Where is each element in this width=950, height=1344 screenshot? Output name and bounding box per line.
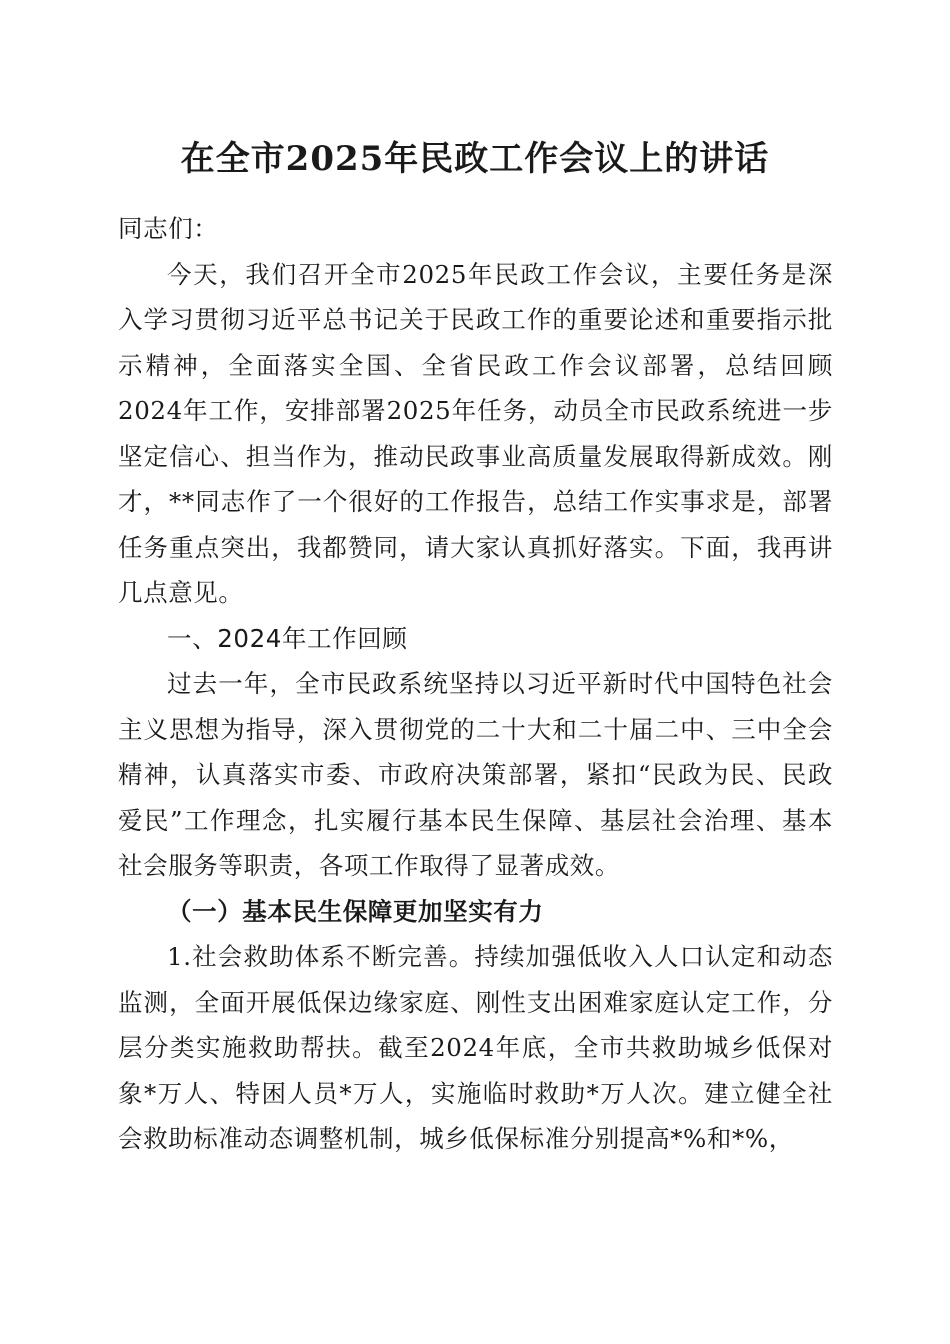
section-heading-1: 一、2024年工作回顾 bbox=[167, 623, 408, 653]
intro-paragraph: 今天，我们召开全市2025年民政工作会议，主要任务是深入学习贯彻习近平总书记关于民政工作的重要论述和重要指示批示精神，全面落实全国、全省民政工作会议部署，总结回顾2024年工作，安排部署2025年任务，动员全市民政系统进一步坚定信心、担当作为，推动民政事业高质量发展取得新成效。刚才，**同志作了一个很好的工作报告，总结工作实事求是，部署任务重点突出，我都赞同，请大家认真抓好落实。下面，我再讲几点意见。 bbox=[118, 259, 833, 607]
document-title: 在全市2025年民政工作会议上的讲话 bbox=[180, 139, 770, 179]
item-1-paragraph: 1.社会救助体系不断完善。持续加强低收入人口认定和动态监测，全面开展低保边缘家庭、刚性支出困难家庭认定工作，分层分类实施救助帮扶。截至2024年底，全市共救助城乡低保对象*万人、特困人员*万人，实施临时救助*万人次。建立健全社会救助标准动态调整机制，城乡低保标准分别提高*%和*%， bbox=[118, 942, 833, 1153]
salutation: 同志们： bbox=[118, 214, 219, 243]
document-body bbox=[118, 206, 833, 1162]
review-paragraph: 过去一年，全市民政系统坚持以习近平新时代中国特色社会主义思想为指导，深入贯彻党的二十大和二十届二中、三中全会精神，认真落实市委、市政府决策部署，紧扣“民政为民、民政爱民”工作理念，扎实履行基本民生保障、基层社会治理、基本社会服务等职责，各项工作取得了显著成效。 bbox=[118, 669, 833, 880]
subsection-heading-1: （一）基本民生保障更加坚实有力 bbox=[167, 896, 544, 926]
